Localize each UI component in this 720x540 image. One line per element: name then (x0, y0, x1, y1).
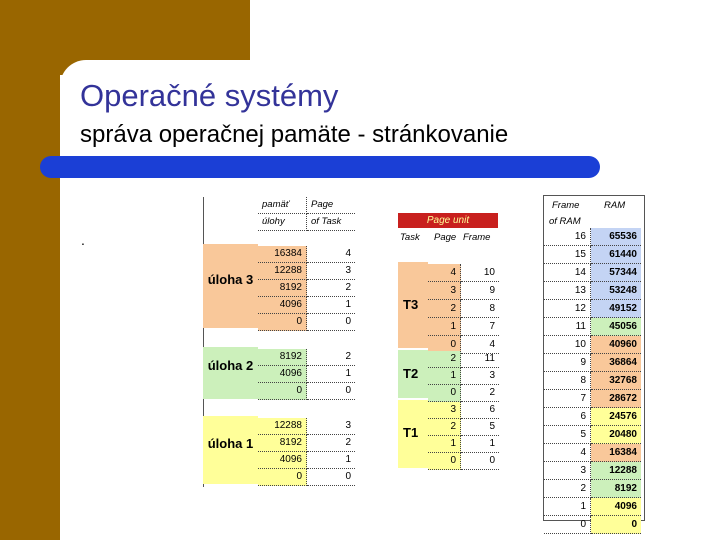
ram-cell: 8192 (591, 480, 642, 498)
page-cell: 3 (307, 263, 356, 280)
page-cell: 0 (307, 469, 356, 486)
frame-cell: 13 (544, 282, 591, 300)
frame-cell: 8 (461, 300, 500, 318)
t3-label: T3 (403, 297, 419, 312)
address-cell: 4096 (258, 297, 307, 314)
ram-cell: 65536 (591, 228, 642, 246)
ram-cell: 32768 (591, 372, 642, 390)
table-row (544, 390, 641, 408)
page-cell: 2 (428, 351, 461, 368)
frame-cell: 7 (544, 390, 591, 408)
table-row (428, 368, 499, 385)
table-row (544, 516, 641, 534)
task-memory-header (258, 197, 355, 231)
task1-label: úloha 1 (207, 436, 254, 451)
ram-header-of-ram: of RAM (549, 216, 581, 227)
page-cell: 2 (307, 280, 356, 297)
table-row (428, 300, 499, 318)
table-row (428, 351, 499, 368)
task2-label: úloha 2 (207, 358, 254, 373)
page-cell: 3 (428, 402, 461, 419)
ram-cell: 28672 (591, 390, 642, 408)
table-row (258, 469, 355, 486)
table-row (258, 435, 355, 452)
page-cell: 1 (307, 366, 356, 383)
ram-cell: 49152 (591, 300, 642, 318)
frame-cell: 12 (544, 300, 591, 318)
table-row (428, 419, 499, 436)
page-cell: 3 (307, 418, 356, 435)
table-row (428, 282, 499, 300)
table-row (258, 314, 355, 331)
slide-subtitle: správa operačnej pamäte - stránkovanie (80, 121, 509, 148)
address-cell: 12288 (258, 418, 307, 435)
ram-header-ram: RAM (604, 200, 626, 211)
task2-rows (258, 349, 355, 400)
col-frame: Frame (463, 232, 491, 243)
frame-cell: 10 (544, 336, 591, 354)
ram-cell: 0 (591, 516, 642, 534)
frame-cell: 5 (544, 426, 591, 444)
page-cell: 0 (307, 383, 356, 400)
page-cell: 4 (307, 246, 356, 263)
address-cell: 0 (258, 383, 307, 400)
address-cell: 12288 (258, 263, 307, 280)
page-cell: 2 (307, 435, 356, 452)
address-cell: 16384 (258, 246, 307, 263)
page-cell: 0 (428, 336, 461, 354)
col-task: Task (400, 232, 420, 243)
header-page-2: of Task (307, 214, 356, 231)
table-row (544, 426, 641, 444)
left-accent-bar (0, 0, 60, 540)
frame-cell: 14 (544, 264, 591, 282)
ram-cell: 16384 (591, 444, 642, 462)
table-row (258, 418, 355, 435)
ram-cell: 4096 (591, 498, 642, 516)
table-row (544, 300, 641, 318)
table-row (544, 408, 641, 426)
task3-label: úloha 3 (207, 272, 254, 287)
ram-cell: 57344 (591, 264, 642, 282)
header-memory-2: úlohy (258, 214, 307, 231)
address-cell: 8192 (258, 435, 307, 452)
address-cell: 8192 (258, 349, 307, 366)
task2-label-cell (203, 347, 258, 399)
table-row (544, 462, 641, 480)
col-page: Page (434, 232, 457, 243)
address-cell: 4096 (258, 366, 307, 383)
address-cell: 0 (258, 469, 307, 486)
table-row (544, 228, 641, 246)
table-row (258, 383, 355, 400)
page-cell: 0 (428, 385, 461, 402)
t1-label: T1 (403, 425, 419, 440)
frame-cell: 9 (544, 354, 591, 372)
table-row (258, 366, 355, 383)
table-row (258, 263, 355, 280)
page-cell: 0 (428, 453, 461, 470)
table-row (544, 444, 641, 462)
table-row (258, 280, 355, 297)
t2-rows (428, 351, 499, 402)
page-cell: 2 (307, 349, 356, 366)
page-cell: 1 (307, 297, 356, 314)
task1-rows (258, 418, 355, 486)
address-cell: 0 (258, 314, 307, 331)
page-unit-title: Page unit (398, 213, 498, 228)
header-memory: pamäť (258, 197, 307, 214)
table-row (258, 246, 355, 263)
ram-cell: 24576 (591, 408, 642, 426)
page-cell: 1 (428, 318, 461, 336)
address-cell: 4096 (258, 452, 307, 469)
frame-cell: 6 (461, 402, 500, 419)
table-row (544, 372, 641, 390)
table-row (544, 246, 641, 264)
ram-header-frame: Frame (552, 200, 580, 211)
frame-cell: 2 (544, 480, 591, 498)
frame-cell: 9 (461, 282, 500, 300)
ram-rows (544, 228, 641, 534)
table-row (544, 282, 641, 300)
ram-cell: 20480 (591, 426, 642, 444)
frame-cell: 6 (544, 408, 591, 426)
table-row (258, 297, 355, 314)
page-cell: 0 (307, 314, 356, 331)
frame-cell: 10 (461, 264, 500, 282)
frame-cell: 1 (461, 436, 500, 453)
frame-cell: 8 (544, 372, 591, 390)
table-row (544, 264, 641, 282)
frame-cell: 11 (461, 351, 500, 368)
frame-cell: 1 (544, 498, 591, 516)
header-page: Page (307, 197, 356, 214)
frame-cell: 16 (544, 228, 591, 246)
frame-cell: 4 (544, 444, 591, 462)
task3-rows (258, 246, 355, 331)
ram-cell: 53248 (591, 282, 642, 300)
table-row (428, 264, 499, 282)
page-cell: 3 (428, 282, 461, 300)
frame-cell: 0 (544, 516, 591, 534)
title-underline-bar (40, 156, 600, 178)
table-row (258, 349, 355, 366)
page-cell: 4 (428, 264, 461, 282)
frame-cell: 11 (544, 318, 591, 336)
page-cell: 1 (428, 436, 461, 453)
ram-cell: 40960 (591, 336, 642, 354)
ram-cell: 36864 (591, 354, 642, 372)
table-row (544, 498, 641, 516)
t3-rows (428, 264, 499, 354)
table-row (258, 452, 355, 469)
page-cell: 1 (428, 368, 461, 385)
frame-cell: 4 (461, 336, 500, 354)
page-cell: 2 (428, 419, 461, 436)
bullet-point: . (81, 232, 85, 248)
table-row (428, 453, 499, 470)
table-row (544, 354, 641, 372)
page-cell: 2 (428, 300, 461, 318)
frame-cell: 7 (461, 318, 500, 336)
frame-cell: 5 (461, 419, 500, 436)
table-row (544, 480, 641, 498)
table-row (428, 385, 499, 402)
table-row (428, 436, 499, 453)
table-row (428, 402, 499, 419)
ram-cell: 61440 (591, 246, 642, 264)
frame-cell: 0 (461, 453, 500, 470)
t1-rows (428, 402, 499, 470)
t2-label: T2 (403, 366, 419, 381)
table-row (544, 318, 641, 336)
table-row (428, 318, 499, 336)
frame-cell: 15 (544, 246, 591, 264)
frame-cell: 2 (461, 385, 500, 402)
ram-cell: 45056 (591, 318, 642, 336)
frame-cell: 3 (461, 368, 500, 385)
table-row (544, 336, 641, 354)
frame-cell: 3 (544, 462, 591, 480)
address-cell: 8192 (258, 280, 307, 297)
page-cell: 1 (307, 452, 356, 469)
ram-cell: 12288 (591, 462, 642, 480)
slide-title: Operačné systémy (80, 78, 339, 113)
